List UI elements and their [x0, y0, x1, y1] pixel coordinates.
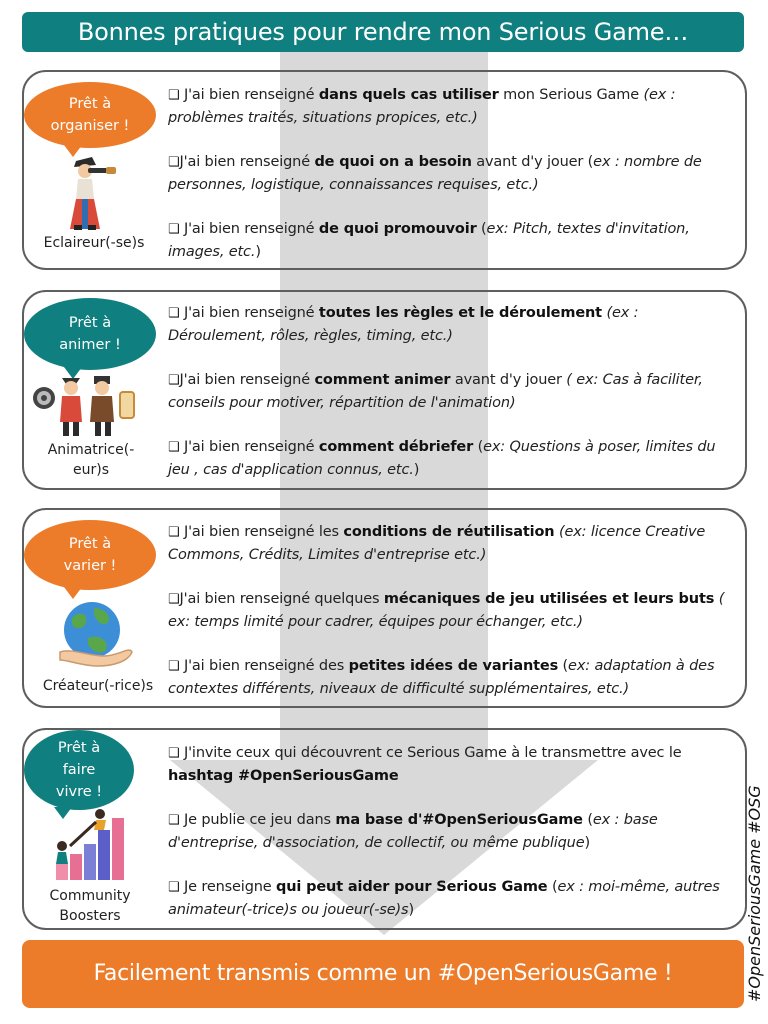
- checklist-item[interactable]: [168, 588, 740, 633]
- item-text: J'ai bien renseigné: [179, 221, 319, 237]
- item-text: ): [408, 902, 414, 918]
- checkbox-icon[interactable]: ❑: [168, 659, 180, 674]
- speech-bubble-organiser: [24, 82, 156, 148]
- checklist-faire-vivre: [168, 742, 740, 943]
- checkbox-icon[interactable]: ❑: [168, 525, 180, 540]
- item-key-text: petites idées de variantes: [348, 658, 559, 674]
- checkbox-icon[interactable]: ❑: [168, 746, 180, 761]
- checkbox-icon[interactable]: ❑: [168, 222, 180, 237]
- checklist-varier: [168, 521, 740, 722]
- item-text: mon Serious Game: [498, 87, 644, 103]
- item-text: ): [413, 462, 420, 478]
- checkbox-icon[interactable]: ❑: [168, 813, 180, 828]
- item-text: (: [582, 812, 593, 828]
- globe-in-hand-icon: [58, 600, 134, 668]
- item-example: ( ex: Cas à faciliter, conseils pour motiver, répartition de l'animation): [168, 372, 703, 411]
- item-example: ex : base d'entreprise, d'association, de collectif, ou même publique: [168, 812, 658, 851]
- checklist-item[interactable]: [168, 84, 740, 129]
- item-text: avant d'y jouer: [450, 372, 567, 388]
- bubble-line: Prêt à: [68, 536, 112, 552]
- role-label-eclaireurs: Eclaireur(-se)s: [43, 235, 145, 251]
- bubble-line: varier !: [63, 558, 117, 574]
- checklist-item[interactable]: [168, 809, 740, 854]
- bubble-line: Prêt à: [68, 315, 112, 331]
- item-key-text: comment débriefer: [318, 439, 474, 455]
- item-key-text: hashtag #OpenSeriousGame: [168, 768, 399, 784]
- bubble-line: animer !: [59, 337, 121, 353]
- checkbox-icon[interactable]: ❑: [168, 440, 180, 455]
- item-text: J'ai bien renseigné quelques: [179, 591, 384, 607]
- item-text: J'ai bien renseigné les: [179, 524, 344, 540]
- speech-bubble-faire-vivre: [24, 730, 134, 810]
- checklist-item[interactable]: [168, 369, 740, 414]
- checklist-item[interactable]: [168, 742, 740, 787]
- checklist-item[interactable]: [168, 302, 740, 347]
- page-title: Bonnes pratiques pour rendre mon Serious Game…: [22, 12, 744, 52]
- item-text: (: [547, 879, 558, 895]
- speech-bubble-varier: [24, 520, 156, 590]
- item-example: ex: adaptation à des contextes différents, niveaux de difficulté supplémentaires, etc.): [168, 658, 715, 697]
- item-text: J'ai bien renseigné: [179, 154, 315, 170]
- item-example: (ex : Déroulement, rôles, règles, timing, etc.): [168, 305, 639, 344]
- checkbox-icon[interactable]: ❑: [168, 592, 180, 607]
- role-label-animateurs: Animatrice(-eur)s: [47, 442, 135, 478]
- checklist-item[interactable]: [168, 521, 740, 566]
- checkbox-icon[interactable]: ❑: [168, 880, 180, 895]
- item-key-text: dans quels cas utiliser: [318, 87, 499, 103]
- item-text: ): [584, 835, 591, 851]
- item-text: ): [255, 244, 261, 260]
- role-label-createurs: Créateur(-rice)s: [42, 678, 154, 694]
- checklist-organiser: [168, 84, 740, 285]
- bubble-line: Prêt à: [57, 740, 101, 756]
- explorer-with-spyglass-icon: [62, 155, 128, 231]
- item-text: avant d'y jouer (: [471, 154, 594, 170]
- checklist-item[interactable]: [168, 655, 740, 700]
- checkbox-icon[interactable]: ❑: [168, 306, 180, 321]
- item-key-text: mécaniques de jeu utilisées et leurs buts: [383, 591, 715, 607]
- item-example: ( ex: temps limité pour cadrer, équipes pour échanger, etc.): [168, 591, 725, 630]
- item-text: (: [473, 439, 484, 455]
- checklist-item[interactable]: [168, 436, 740, 481]
- role-label-community-boosters: Community Boosters: [49, 888, 131, 924]
- item-example: ex: Questions à poser, limites du jeu , cas d'application connus, etc.: [168, 439, 716, 478]
- checkbox-icon[interactable]: ❑: [168, 88, 180, 103]
- footer-banner: Facilement transmis comme un #OpenSeriousGame !: [22, 940, 744, 1008]
- item-example: (ex : problèmes traités, situations propices, etc.): [168, 87, 676, 126]
- bubble-line: vivre !: [55, 784, 103, 800]
- checklist-item[interactable]: [168, 151, 740, 196]
- item-key-text: conditions de réutilisation: [343, 524, 555, 540]
- item-text: (: [558, 658, 569, 674]
- bubble-line: Prêt à: [68, 96, 112, 112]
- side-hashtag: #OpenSeriousGame #OSG: [745, 785, 764, 1002]
- item-example: ex : moi-même, autres animateur(-trice)s ou joueur(-se)s: [168, 879, 720, 918]
- item-text: J'ai bien renseigné: [179, 87, 319, 103]
- item-text: J'ai bien renseigné: [179, 372, 315, 388]
- bubble-line: organiser !: [50, 118, 130, 134]
- item-text: J'invite ceux qui découvrent ce Serious Game à le transmettre avec le: [179, 745, 682, 761]
- item-key-text: qui peut aider pour Serious Game: [276, 879, 548, 895]
- item-example: (ex: licence Creative Commons, Crédits, Limites d'entreprise etc.): [168, 524, 706, 563]
- item-text: Je renseigne: [179, 879, 277, 895]
- item-text: J'ai bien renseigné: [179, 439, 319, 455]
- item-key-text: toutes les règles et le déroulement: [318, 305, 602, 321]
- checkbox-icon[interactable]: ❑: [168, 373, 180, 388]
- speech-bubble-animer: [24, 298, 156, 370]
- item-text: Je publie ce jeu dans: [179, 812, 336, 828]
- checklist-animer: [168, 302, 740, 503]
- item-key-text: de quoi on a besoin: [314, 154, 472, 170]
- item-text: J'ai bien renseigné des: [179, 658, 349, 674]
- item-key-text: de quoi promouvoir: [318, 221, 477, 237]
- item-text: (: [476, 221, 487, 237]
- checklist-item[interactable]: [168, 876, 740, 921]
- people-climbing-chart-icon: [48, 806, 128, 882]
- item-key-text: ma base d'#OpenSeriousGame: [335, 812, 583, 828]
- checklist-item[interactable]: [168, 218, 740, 263]
- item-key-text: comment animer: [314, 372, 451, 388]
- game-hosts-icon: [32, 372, 152, 440]
- item-example: ex: Pitch, textes d'invitation, images, etc.: [168, 221, 690, 260]
- bubble-line: faire: [62, 762, 96, 778]
- item-text: J'ai bien renseigné: [179, 305, 319, 321]
- item-example: ex : nombre de personnes, logistique, connaissances requises, etc.): [168, 154, 702, 193]
- checkbox-icon[interactable]: ❑: [168, 155, 180, 170]
